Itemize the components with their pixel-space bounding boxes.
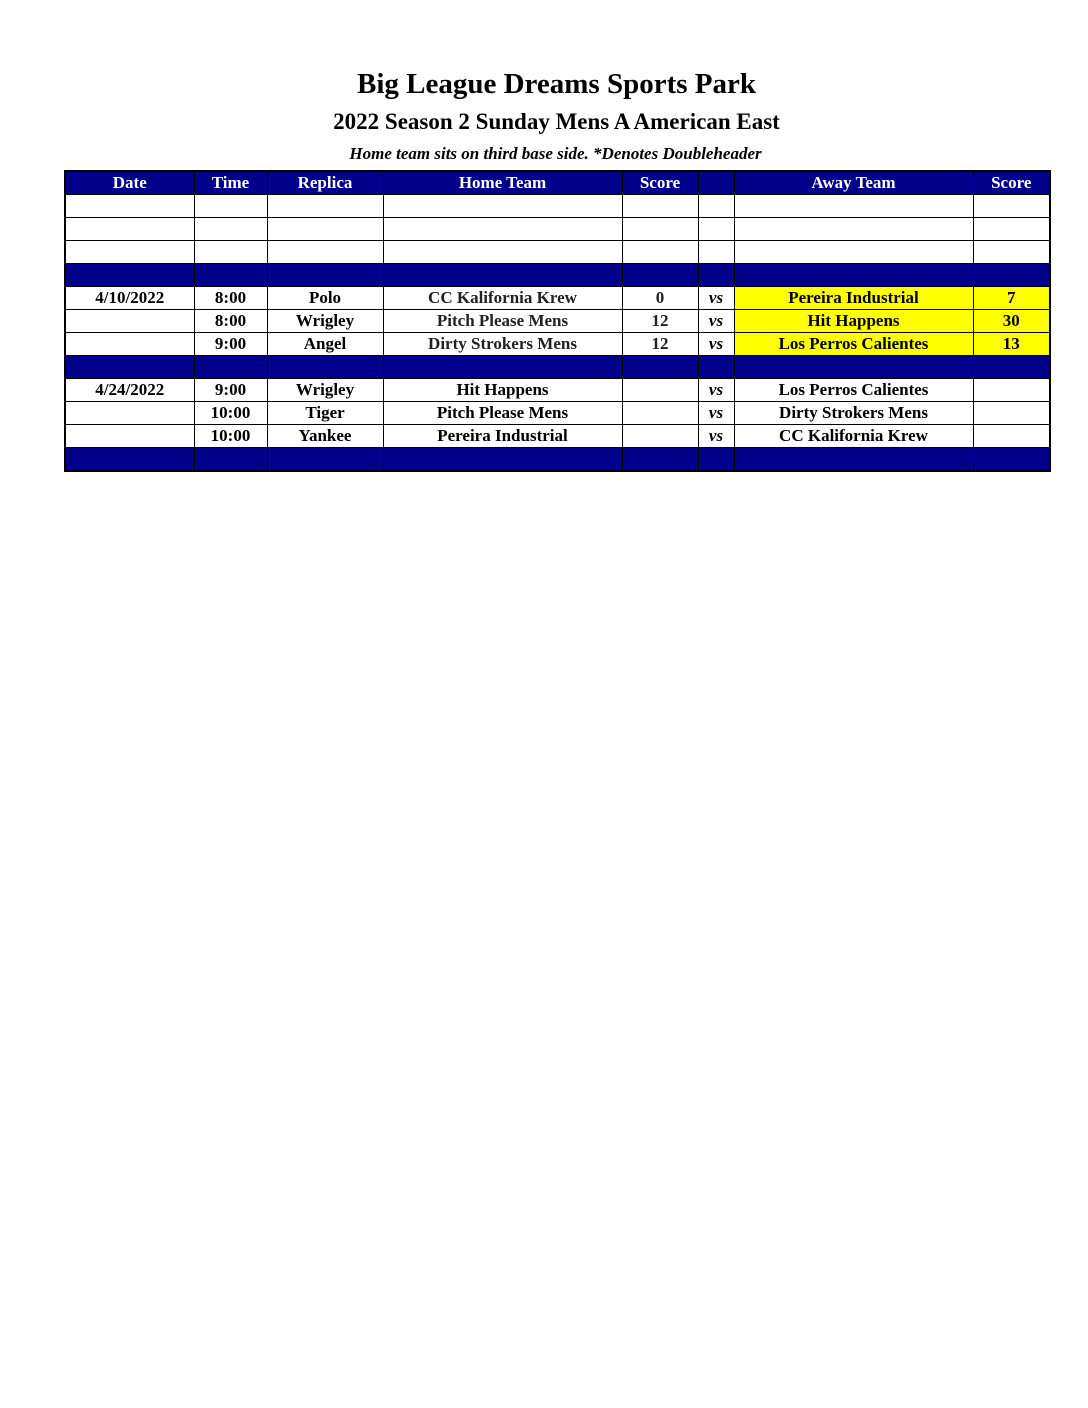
game-replica: Angel	[267, 333, 383, 356]
page-title: Big League Dreams Sports Park	[356, 68, 756, 100]
col-header-home-team: Home Team	[383, 171, 622, 195]
away-score: 7	[973, 287, 1050, 310]
game-time: 10:00	[194, 402, 267, 425]
game-replica: Wrigley	[267, 310, 383, 333]
game-row	[65, 379, 1050, 402]
game-date	[65, 333, 194, 356]
away-score	[973, 379, 1050, 402]
game-replica: Tiger	[267, 402, 383, 425]
col-header-home-score: Score	[622, 171, 698, 195]
home-score: 12	[622, 333, 698, 356]
game-replica: Yankee	[267, 425, 383, 448]
game-date: 4/10/2022	[65, 287, 194, 310]
game-date	[65, 402, 194, 425]
schedule-table	[64, 170, 1051, 472]
game-date	[65, 425, 194, 448]
home-team: Pereira Industrial	[383, 425, 622, 448]
home-score: 0	[622, 287, 698, 310]
away-score: 13	[973, 333, 1050, 356]
doubleheader-note: Home team sits on third base side. *Denotes Doubleheader	[349, 144, 762, 163]
home-score	[622, 402, 698, 425]
away-team: Los Perros Calientes	[734, 333, 973, 356]
game-row	[65, 333, 1050, 356]
game-date	[65, 310, 194, 333]
game-replica: Wrigley	[267, 379, 383, 402]
vs-label: vs	[698, 333, 734, 356]
vs-label: vs	[698, 310, 734, 333]
home-score	[622, 379, 698, 402]
game-date: 4/24/2022	[65, 379, 194, 402]
game-row	[65, 425, 1050, 448]
header-row	[65, 171, 1050, 195]
home-score	[622, 425, 698, 448]
vs-label: vs	[698, 287, 734, 310]
league-subtitle: 2022 Season 2 Sunday Mens A American East	[333, 109, 780, 134]
away-team: Hit Happens	[734, 310, 973, 333]
home-team: Hit Happens	[383, 379, 622, 402]
game-time: 9:00	[194, 333, 267, 356]
col-header-replica: Replica	[267, 171, 383, 195]
away-score: 30	[973, 310, 1050, 333]
empty-row	[65, 218, 1050, 241]
empty-row	[65, 195, 1050, 218]
game-time: 8:00	[194, 310, 267, 333]
separator-row	[65, 264, 1050, 287]
home-team: Pitch Please Mens	[383, 402, 622, 425]
col-header-time: Time	[194, 171, 267, 195]
away-team: Pereira Industrial	[734, 287, 973, 310]
game-row	[65, 402, 1050, 425]
col-header-away-score: Score	[973, 171, 1050, 195]
game-row	[65, 287, 1050, 310]
away-team: Los Perros Calientes	[734, 379, 973, 402]
col-header-away-team: Away Team	[734, 171, 973, 195]
game-time: 8:00	[194, 287, 267, 310]
home-team: Pitch Please Mens	[383, 310, 622, 333]
vs-label: vs	[698, 379, 734, 402]
col-header-date: Date	[65, 171, 194, 195]
col-header-vs	[698, 171, 734, 195]
separator-row	[65, 448, 1050, 472]
empty-row	[65, 241, 1050, 264]
game-time: 9:00	[194, 379, 267, 402]
away-team: Dirty Strokers Mens	[734, 402, 973, 425]
away-score	[973, 425, 1050, 448]
game-row	[65, 310, 1050, 333]
separator-row	[65, 356, 1050, 379]
vs-label: vs	[698, 425, 734, 448]
home-team: Dirty Strokers Mens	[383, 333, 622, 356]
game-replica: Polo	[267, 287, 383, 310]
vs-label: vs	[698, 402, 734, 425]
away-team: CC Kalifornia Krew	[734, 425, 973, 448]
game-time: 10:00	[194, 425, 267, 448]
home-score: 12	[622, 310, 698, 333]
home-team: CC Kalifornia Krew	[383, 287, 622, 310]
away-score	[973, 402, 1050, 425]
